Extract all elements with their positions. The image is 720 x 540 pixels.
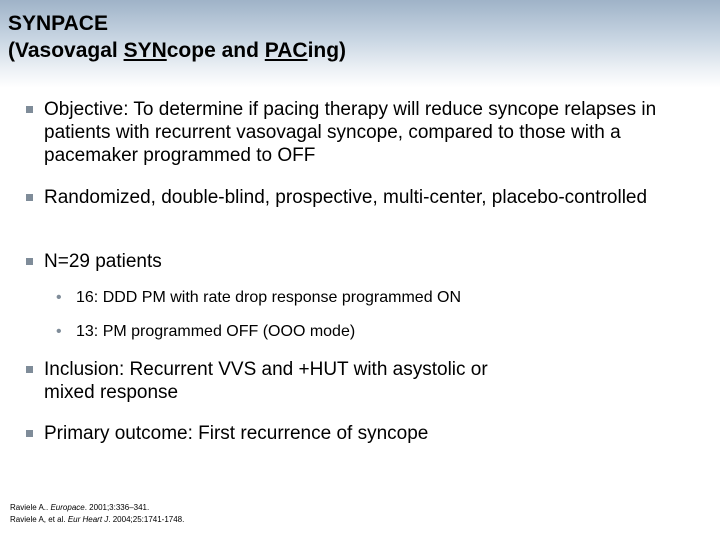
title-prefix: (Vasovagal bbox=[8, 39, 124, 62]
square-bullet-icon bbox=[26, 194, 33, 201]
square-bullet-icon bbox=[26, 366, 33, 373]
references bbox=[10, 502, 184, 526]
sub-bullet-text: 13: PM programmed OFF (OOO mode) bbox=[76, 323, 356, 340]
square-bullet-icon bbox=[26, 258, 33, 265]
title-line-1: SYNPACE bbox=[8, 12, 108, 35]
bullet-text: Primary outcome: First recurrence of syncope bbox=[44, 423, 429, 444]
sub-bullet-ddd bbox=[56, 288, 461, 308]
title-suffix: ing) bbox=[307, 39, 347, 62]
ref-author: Raviele A.. bbox=[10, 503, 51, 512]
reference-2 bbox=[10, 514, 184, 526]
bullet-text: Inclusion: Recurrent VVS and +HUT with asystolic or mixed response bbox=[44, 359, 488, 403]
square-bullet-icon bbox=[26, 106, 33, 113]
dot-bullet-icon: • bbox=[56, 289, 62, 306]
title-mid: cope and bbox=[166, 39, 265, 62]
ref-citation: . 2001;3:336–341. bbox=[84, 503, 150, 512]
sub-bullet-text: 16: DDD PM with rate drop response programmed ON bbox=[76, 289, 462, 306]
bullet-objective bbox=[26, 98, 696, 167]
ref-journal: Eur Heart J bbox=[67, 515, 109, 524]
sub-bullet-off bbox=[56, 322, 355, 342]
bullet-outcome bbox=[26, 422, 696, 445]
square-bullet-icon bbox=[26, 430, 33, 437]
ref-journal: Europace bbox=[50, 503, 85, 512]
bullet-patients bbox=[26, 250, 696, 273]
title-pac: PAC bbox=[264, 39, 308, 62]
ref-citation: . 2004;25:1741-1748. bbox=[108, 515, 185, 524]
ref-author: Raviele A, et al. bbox=[10, 515, 68, 524]
bullet-text: N=29 patients bbox=[44, 251, 162, 272]
bullet-text: Objective: To determine if pacing therapy will reduce syncope relapses in patients with recurrent vasovagal syncope, compared to those with a pacemaker programmed to OFF bbox=[44, 99, 657, 166]
bullet-inclusion bbox=[26, 358, 696, 404]
bullet-design bbox=[26, 186, 696, 209]
bullet-text: Randomized, double-blind, prospective, multi-center, placebo-controlled bbox=[44, 187, 648, 208]
title-line-2 bbox=[8, 37, 346, 64]
slide-title bbox=[8, 10, 346, 64]
reference-1 bbox=[10, 502, 184, 514]
dot-bullet-icon: • bbox=[56, 323, 62, 340]
title-syn: SYN bbox=[123, 39, 167, 62]
